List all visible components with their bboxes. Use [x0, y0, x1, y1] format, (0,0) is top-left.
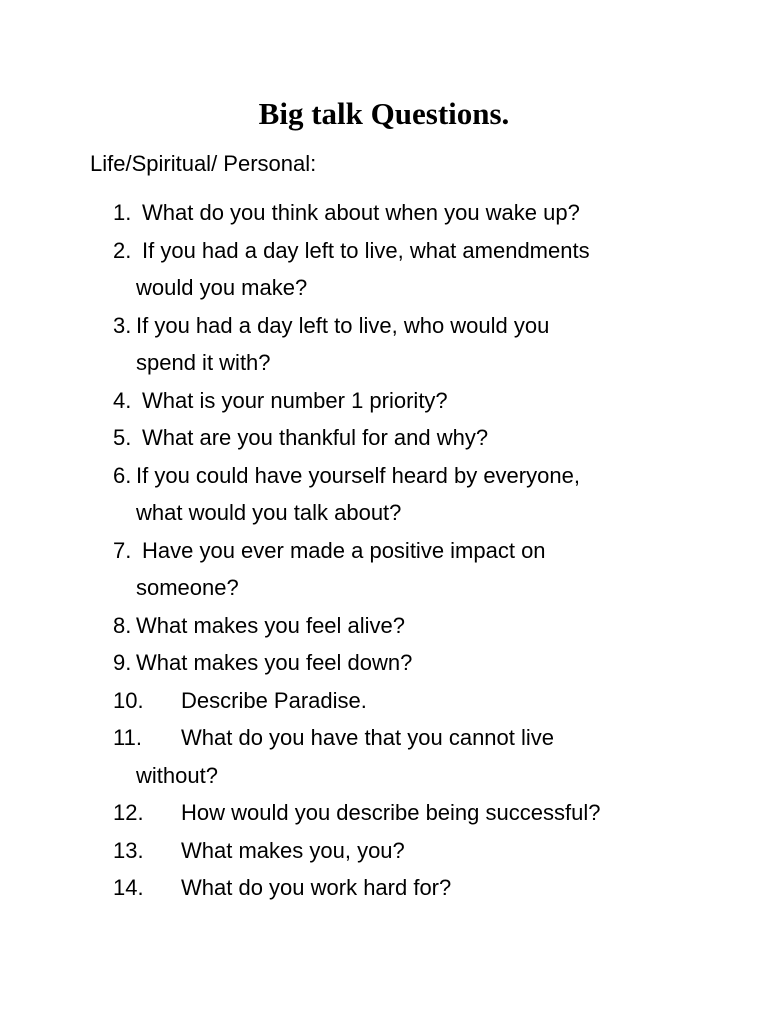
list-item — [0, 794, 768, 832]
list-item — [0, 532, 768, 607]
item-text: If you could have yourself heard by everyone, — [136, 462, 580, 488]
item-number: 10. — [113, 687, 144, 713]
item-number: 13. — [113, 837, 144, 863]
item-number: 9. — [113, 650, 132, 675]
item-number: 12. — [113, 800, 144, 825]
list-item — [0, 719, 768, 794]
item-text-continued: without? — [136, 762, 218, 788]
item-text: If you had a day left to live, what amendments — [142, 237, 590, 263]
item-text: What do you work hard for? — [181, 875, 452, 900]
item-text: How would you describe being successful? — [181, 800, 601, 825]
list-item — [0, 832, 768, 870]
item-text: What makes you, you? — [181, 837, 405, 863]
list-item — [0, 607, 768, 645]
item-number: 11. — [113, 725, 142, 750]
item-number: 5. — [113, 425, 132, 450]
item-number: 7. — [113, 537, 132, 563]
list-item — [0, 644, 768, 682]
item-number: 3. — [113, 312, 132, 338]
page-title: Big talk Questions. — [258, 96, 510, 131]
item-text: What do you think about when you wake up? — [142, 200, 580, 225]
list-item — [0, 869, 768, 907]
list-item — [0, 682, 768, 720]
list-item — [0, 457, 768, 532]
item-number: 14. — [113, 875, 144, 900]
item-number: 1. — [113, 200, 132, 225]
item-text-continued: spend it with? — [136, 350, 271, 375]
list-item — [0, 382, 768, 420]
list-item — [0, 194, 768, 232]
item-number: 2. — [113, 237, 132, 263]
item-number: 8. — [113, 612, 132, 638]
list-item — [0, 307, 768, 382]
item-text: What do you have that you cannot live — [181, 725, 555, 750]
item-text: What makes you feel down? — [136, 650, 413, 675]
question-list — [0, 194, 768, 907]
list-item — [0, 419, 768, 457]
item-text: Have you ever made a positive impact on — [142, 537, 546, 563]
item-text-continued: what would you talk about? — [136, 500, 402, 525]
item-number: 4. — [113, 387, 132, 413]
list-item — [0, 232, 768, 307]
item-text: What are you thankful for and why? — [142, 425, 489, 450]
item-text: What makes you feel alive? — [136, 612, 406, 638]
item-number: 6. — [113, 462, 132, 488]
item-text: If you had a day left to live, who would you — [136, 312, 550, 338]
item-text-continued: someone? — [136, 575, 239, 600]
item-text: Describe Paradise. — [181, 687, 367, 713]
section-label: Life/Spiritual/ Personal: — [90, 151, 317, 176]
item-text: What is your number 1 priority? — [142, 387, 448, 413]
item-text-continued: would you make? — [136, 275, 308, 300]
